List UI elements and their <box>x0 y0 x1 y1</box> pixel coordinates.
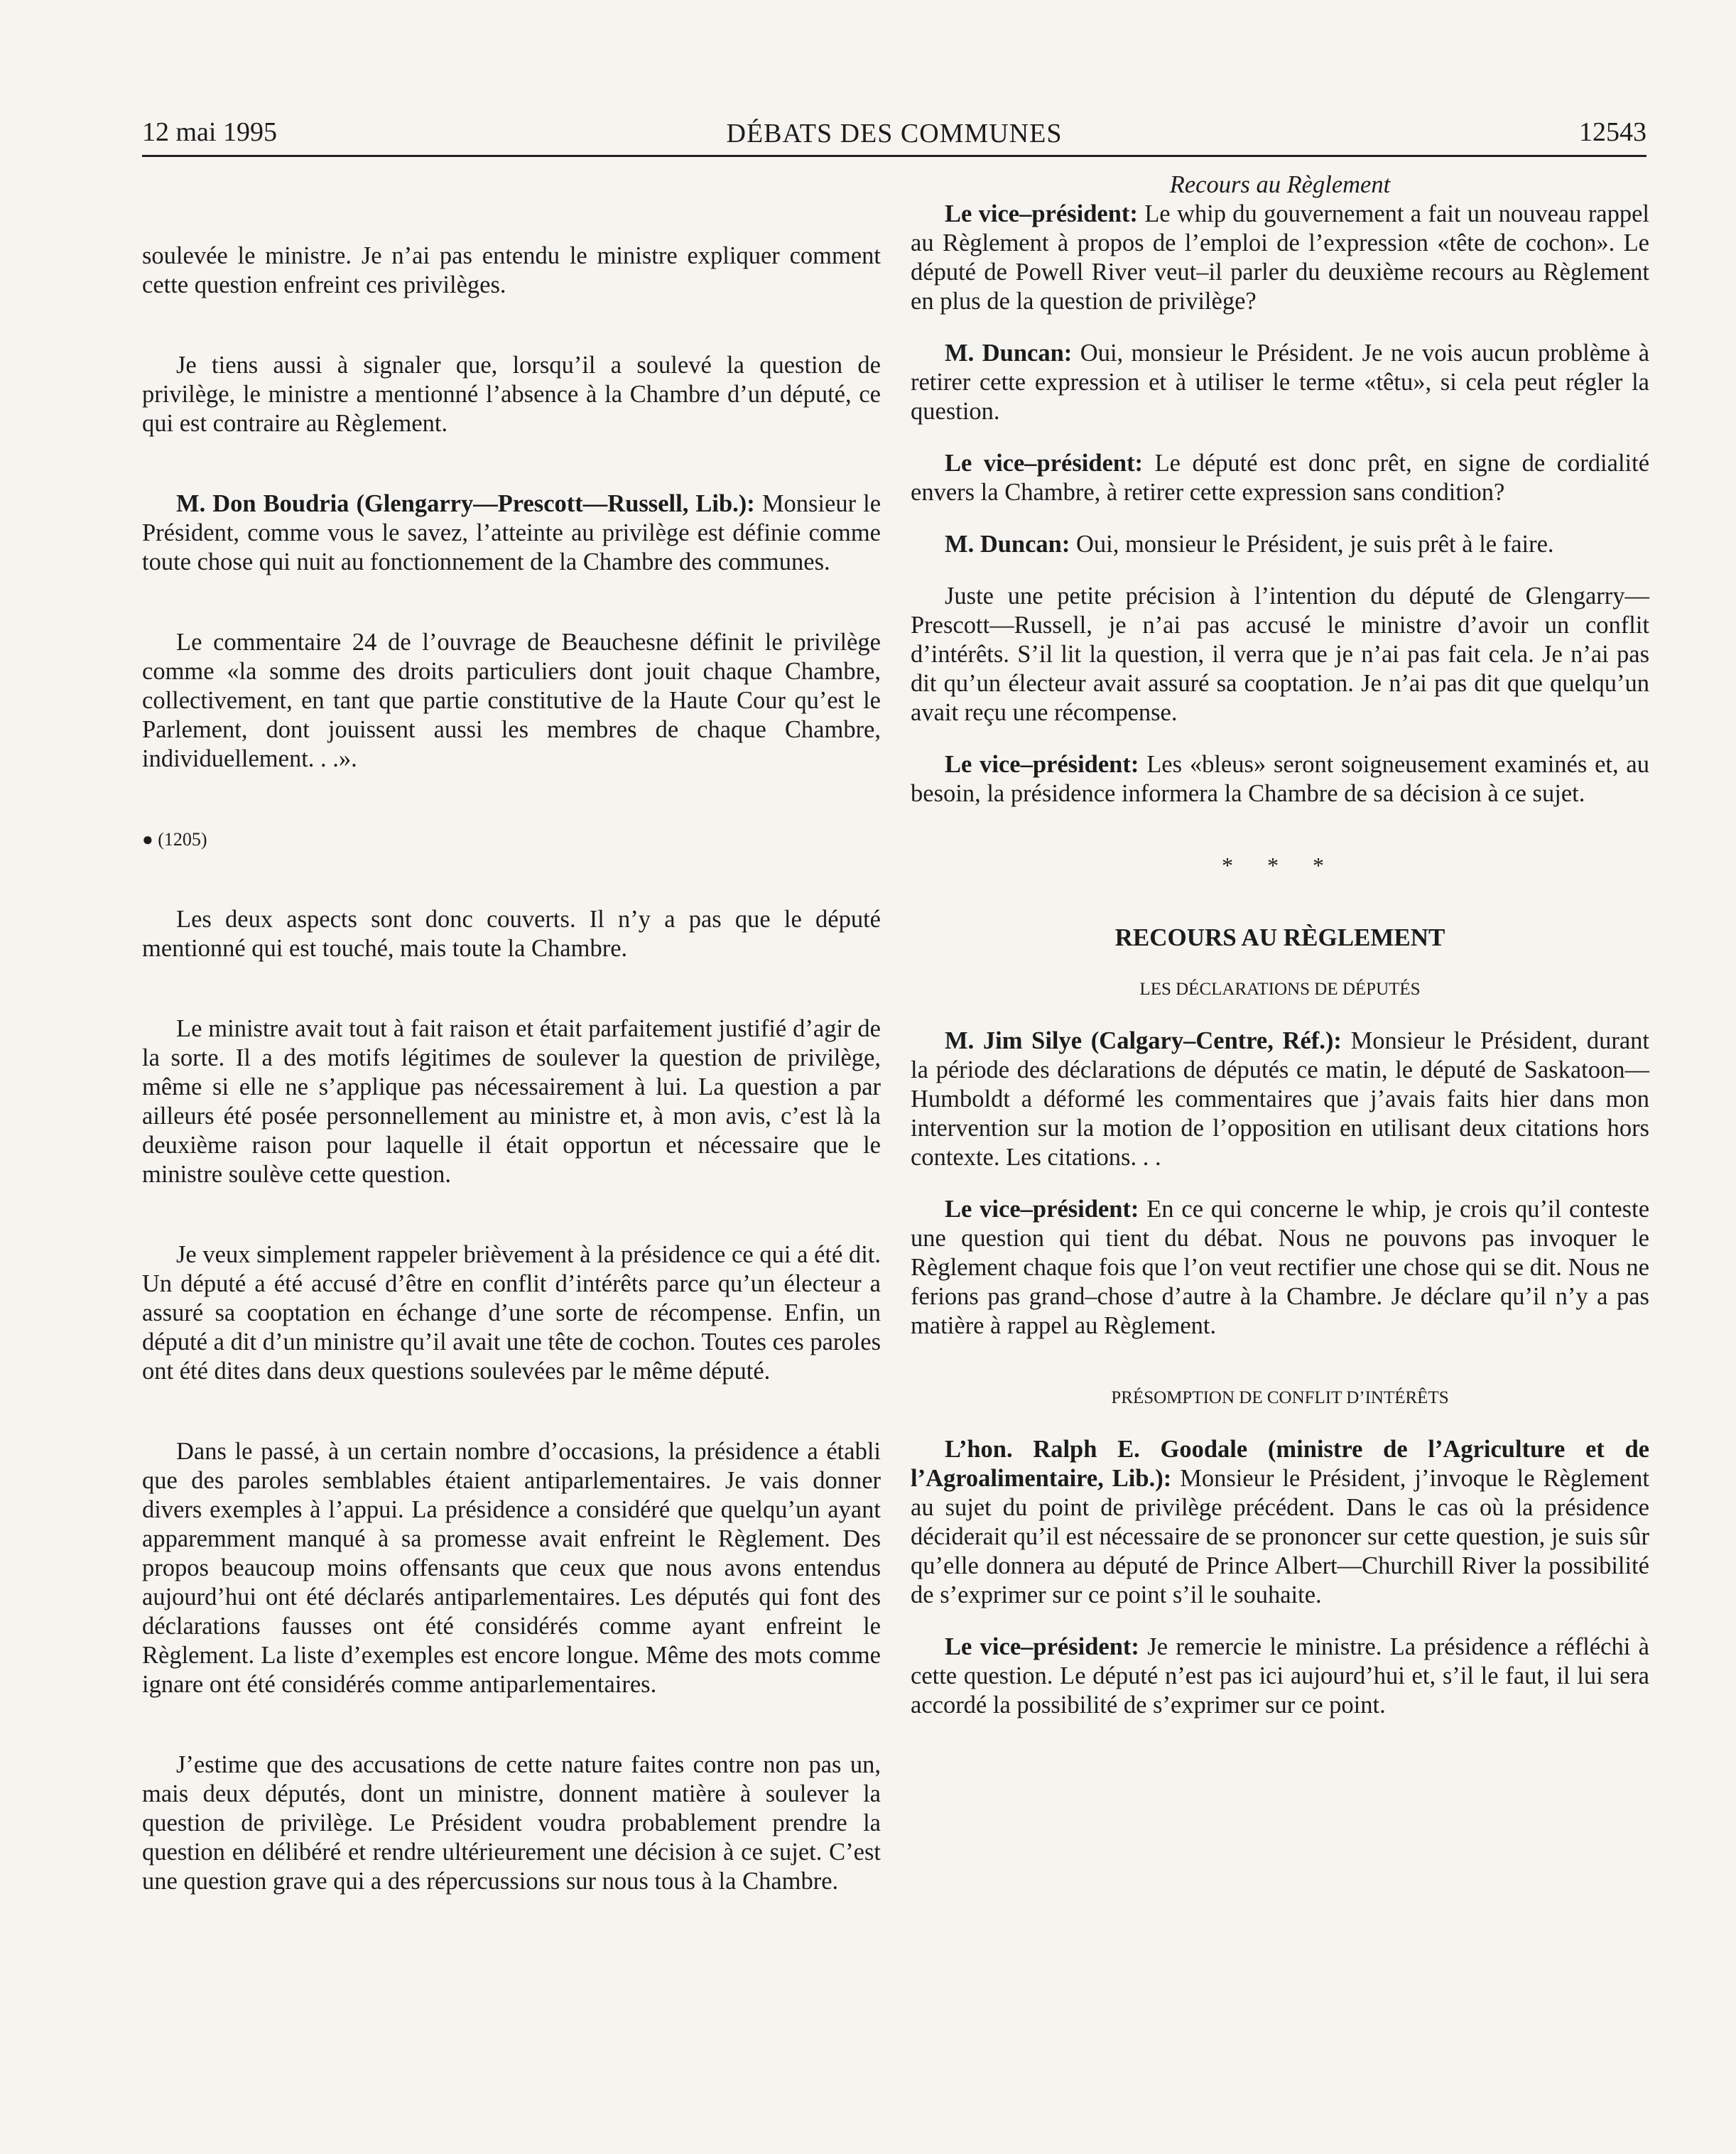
speech-text: Oui, monsieur le Président, je suis prêt à le faire. <box>1075 531 1554 558</box>
paragraph: Le ministre avait tout à fait raison et était parfaitement justifié d’agir de la sorte. Il a des motifs légitimes de soulever la question de privilège, même si elle ne s’applique pas nécessairement à lui. La question a par ailleurs été posée personnellement au ministre et, à mon avis, c’est là la deuxième raison pour laquelle il était opportun et nécessaire que le ministre soulève cette question. <box>142 1015 881 1188</box>
subsection-title: LES DÉCLARATIONS DE DÉPUTÉS <box>1139 980 1421 999</box>
paragraph: Dans le passé, à un certain nombre d’occasions, la présidence a établi que des paroles semblables étaient antiparlementaires. Je vais donner divers exemples à l’appui. La présidence a considéré que quelqu’un ayant apparemment manqué à sa promesse avait enfreint le Règlement. Des propos beaucoup moins offensants que ceux que nous avons entendus aujourd’hui ont été déclarés antiparlementaires. Les députés qui font des déclarations fausses ont été considérés comme ayant enfreint le Règlement. La liste d’exemples est encore longue. Même des mots comme ignare ont été considérés comme antiparlementaires. <box>142 1438 881 1698</box>
paragraph: Je veux simplement rappeler brièvement à la présidence ce qui a été dit. Un député a été accusé d’être en conflit d’intérêts parce qu’un électeur a assuré sa cooptation en échange d’une sorte de récompense. Enfin, un député a dit d’un ministre qu’il avait une tête de cochon. Toutes ces paroles ont été dites dans deux questions soulevées par le même député. <box>142 1241 881 1385</box>
speech-paragraph <box>911 1195 1649 1341</box>
header-rule <box>142 155 1647 157</box>
speech-text: Les «bleus» seront soigneusement examinés et, au besoin, la présidence informera la Chambre de sa décision à ce sujet. <box>911 751 1649 807</box>
journal-title: DÉBATS DES COMMUNES <box>726 119 1063 148</box>
speech-paragraph <box>911 200 1649 316</box>
speech-paragraph <box>911 339 1649 426</box>
speech-paragraph <box>142 489 881 577</box>
page-header <box>142 112 1647 155</box>
speaker-name: Le vice–président: <box>945 751 1139 778</box>
speaker-name: L’hon. Ralph E. Goodale (ministre de l’Agriculture et de l’Agroalimentaire, Lib.): <box>911 1436 1649 1492</box>
speaker-name: M. Duncan: <box>945 531 1070 558</box>
speech-paragraph <box>911 1027 1649 1172</box>
subsection-title: PRÉSOMPTION DE CONFLIT D’INTÉRÊTS <box>1111 1388 1449 1407</box>
speech-text: Le député est donc prêt, en signe de cordialité envers la Chambre, à retirer cette expression sans condition? <box>911 450 1650 506</box>
running-head: Recours au Règlement <box>1169 171 1391 198</box>
paragraph: Juste une petite précision à l’intention du député de Glengarry—Prescott—Russell, je n’ai pas accusé le ministre d’avoir un conflit d’intérêts. S’il lit la question, il verra que je n’ai pas fait cela. Je n’ai pas dit qu’un électeur avait assuré sa cooptation. Je n’ai pas dit que quelqu’un avait reçu une récompense. <box>911 583 1649 726</box>
speaker-name: M. Jim Silye (Calgary–Centre, Réf.): <box>945 1027 1342 1054</box>
paragraph: Les deux aspects sont donc couverts. Il n’y a pas que le député mentionné qui est touché, mais toute la Chambre. <box>142 906 881 962</box>
section-separator: * * * <box>1222 853 1338 878</box>
left-column <box>142 171 881 1896</box>
speaker-name: Le vice–président: <box>945 1196 1139 1223</box>
header-date: 12 mai 1995 <box>142 117 277 147</box>
speech-paragraph <box>911 449 1649 507</box>
speech-text: Monsieur le Président, durant la période des déclarations de députés ce matin, le député de Saskatoon—Humboldt a déformé les commentaires que j’avais faits hier dans mon intervention sur la motion de l’opposition en utilisant deux citations hors contexte. Les citations. . . <box>911 1027 1649 1171</box>
speech-text: En ce qui concerne le whip, je crois qu’il conteste une question qui tient du débat. Nous ne pouvons pas invoquer le Règlement chaque fois que l’on veut rectifier une chose qui se dit. Nous ne ferions pas grand–chose d’autre à la Chambre. Je déclare qu’il n’y a pas matière à rappel au Règlement. <box>911 1196 1650 1339</box>
paragraph: soulevée le ministre. Je n’ai pas entendu le ministre expliquer comment cette question enfreint ces privilèges. <box>142 242 881 298</box>
speech-text: Monsieur le Président, comme vous le savez, l’atteinte au privilège est définie comme toute chose qui nuit au fonctionnement de la Chambre des communes. <box>142 490 881 575</box>
right-column <box>911 171 1649 1720</box>
speech-paragraph <box>911 530 1649 559</box>
speech-paragraph <box>911 750 1649 808</box>
speaker-name: Le vice–président: <box>945 450 1144 477</box>
speaker-name: Le vice–président: <box>945 1633 1139 1660</box>
speaker-name: M. Duncan: <box>945 340 1073 367</box>
section-title: RECOURS AU RÈGLEMENT <box>1114 924 1445 951</box>
speech-text: Monsieur le Président, j’invoque le Règlement au sujet du point de privilège précédent. Dans le cas où la présidence déciderait qu’il est nécessaire de se prononcer sur cette question, je suis sûr qu’elle donnera au député de Prince Albert—Churchill River la possibilité de s’exprimer sur ce point s’il le souhaite. <box>911 1465 1649 1608</box>
paragraph: Le commentaire 24 de l’ouvrage de Beauchesne définit le privilège comme «la somme des droits particuliers dont jouit chaque Chambre, collectivement, en tant que partie constitutive de la Haute Cour qu’est le Parlement, dont jouissent aussi les membres de chaque Chambre, individuellement. . .». <box>142 629 881 772</box>
paragraph: Je tiens aussi à signaler que, lorsqu’il a soulevé la question de privilège, le ministre a mentionné l’absence à la Chambre d’un député, ce qui est contraire au Règlement. <box>142 352 881 437</box>
speaker-name: M. Don Boudria (Glengarry—Prescott—Russell, Lib.): <box>176 490 755 517</box>
paragraph: J’estime que des accusations de cette nature faites contre non pas un, mais deux députés, dont un ministre, donnent matière à soulever la question de privilège. Le Président voudra probablement prendre la question en délibéré et rendre ultérieurement une décision à ce sujet. C’est une question grave qui a des répercussions sur nous tous à la Chambre. <box>142 1751 881 1895</box>
speaker-name: Le vice–président: <box>945 200 1138 227</box>
speech-text: Le whip du gouvernement a fait un nouveau rappel au Règlement à propos de l’emploi de l’expression «tête de cochon». Le député de Powell River veut–il parler du deuxième recours au Règlement en plus de la question de privilège? <box>911 200 1650 315</box>
page-number: 12543 <box>1579 117 1647 147</box>
speech-paragraph <box>911 1633 1649 1720</box>
speech-text: Oui, monsieur le Président. Je ne vois aucun problème à retirer cette expression et à utiliser le terme «têtu», si cela peut régler la question. <box>911 340 1650 425</box>
speech-paragraph <box>911 1435 1649 1610</box>
speech-text: Je remercie le ministre. La présidence a réfléchi à cette question. Le député n’est pas ici aujourd’hui et, s’il le faut, il lui sera accordé la possibilité de s’exprimer sur ce point. <box>911 1633 1649 1719</box>
time-marker: ● (1205) <box>142 829 207 850</box>
